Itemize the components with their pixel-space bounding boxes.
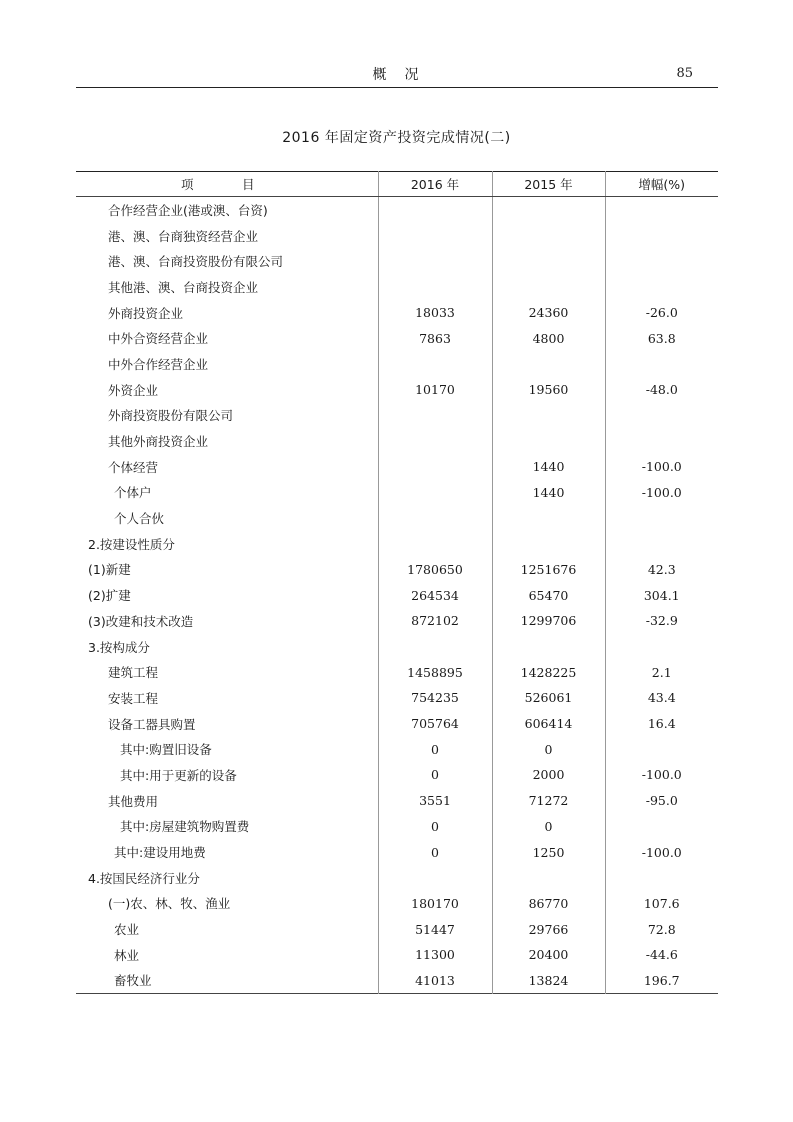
cell-2016: 10170 [378, 377, 492, 403]
cell-2016 [378, 454, 492, 480]
cell-2016: 18033 [378, 300, 492, 326]
cell-2016: 180170 [378, 891, 492, 917]
cell-growth: -100.0 [605, 762, 718, 788]
table-row [76, 916, 718, 942]
cell-2015: 1440 [492, 480, 605, 506]
cell-2016 [378, 505, 492, 531]
table-row [76, 762, 718, 788]
row-item-label: 其他外商投资企业 [108, 434, 209, 450]
row-item-label: 港、澳、台商独资经营企业 [108, 228, 259, 244]
cell-growth: 42.3 [605, 557, 718, 583]
cell-2016: 264534 [378, 582, 492, 608]
table-row [76, 197, 718, 223]
cell-2015: 86770 [492, 891, 605, 917]
cell-2015: 13824 [492, 968, 605, 994]
cell-2016 [378, 351, 492, 377]
table-row [76, 325, 718, 351]
row-item-label: 个人合伙 [114, 511, 165, 527]
table-row [76, 403, 718, 429]
cell-growth [605, 736, 718, 762]
cell-growth: 63.8 [605, 325, 718, 351]
cell-2016: 41013 [378, 968, 492, 994]
cell-2015 [492, 351, 605, 377]
cell-2015: 606414 [492, 711, 605, 737]
cell-2016: 0 [378, 736, 492, 762]
cell-2016 [378, 248, 492, 274]
cell-2016: 705764 [378, 711, 492, 737]
cell-2015: 24360 [492, 300, 605, 326]
cell-2016 [378, 531, 492, 557]
row-item-label: 建筑工程 [108, 665, 159, 681]
table-title: 2016 年固定资产投资完成情况(二) [282, 130, 511, 146]
cell-growth: -26.0 [605, 300, 718, 326]
cell-2015: 19560 [492, 377, 605, 403]
row-item-label: 外商投资股份有限公司 [108, 408, 234, 424]
investment-table [76, 171, 718, 994]
row-item-label: 其他费用 [108, 793, 159, 809]
cell-2015 [492, 197, 605, 223]
cell-2016: 0 [378, 762, 492, 788]
column-header-growth: 增幅(%) [605, 172, 718, 197]
cell-2016 [378, 480, 492, 506]
table-row [76, 968, 718, 994]
column-header-2015: 2015 年 [492, 172, 605, 197]
row-item-label: 港、澳、台商投资股份有限公司 [108, 254, 284, 270]
table-row [76, 736, 718, 762]
table-row [76, 300, 718, 326]
table-row [76, 814, 718, 840]
cell-2016: 754235 [378, 685, 492, 711]
cell-2016 [378, 274, 492, 300]
cell-growth: 43.4 [605, 685, 718, 711]
page-number: 85 [676, 66, 693, 81]
cell-growth: 2.1 [605, 659, 718, 685]
cell-growth: 72.8 [605, 916, 718, 942]
cell-2016: 7863 [378, 325, 492, 351]
cell-2015: 1250 [492, 839, 605, 865]
cell-2015: 0 [492, 814, 605, 840]
table-row [76, 659, 718, 685]
cell-growth [605, 531, 718, 557]
cell-growth: -32.9 [605, 608, 718, 634]
row-item-label: 设备工器具购置 [108, 716, 196, 732]
row-item-label: 安装工程 [108, 690, 159, 706]
table-row [76, 582, 718, 608]
row-item-label: 外资企业 [108, 382, 159, 398]
row-item-label: (1)新建 [88, 562, 131, 578]
table-row [76, 865, 718, 891]
cell-2016: 0 [378, 839, 492, 865]
cell-2015: 1428225 [492, 659, 605, 685]
cell-growth [605, 223, 718, 249]
cell-2016: 11300 [378, 942, 492, 968]
cell-2016 [378, 865, 492, 891]
row-item-label: 外商投资企业 [108, 305, 184, 321]
table-row [76, 223, 718, 249]
row-item-label: 中外合作经营企业 [108, 356, 209, 372]
table-row [76, 377, 718, 403]
table-row [76, 531, 718, 557]
cell-2015 [492, 531, 605, 557]
cell-2015: 2000 [492, 762, 605, 788]
column-header-item: 项 目 [76, 172, 378, 197]
cell-growth [605, 274, 718, 300]
cell-2016: 0 [378, 814, 492, 840]
cell-growth: -100.0 [605, 839, 718, 865]
row-item-label: 其中:用于更新的设备 [120, 767, 237, 783]
cell-2016 [378, 428, 492, 454]
row-item-label: (一)农、林、牧、渔业 [108, 896, 231, 912]
cell-2015 [492, 403, 605, 429]
cell-growth [605, 428, 718, 454]
cell-2016: 1458895 [378, 659, 492, 685]
cell-2015 [492, 505, 605, 531]
cell-2015 [492, 274, 605, 300]
running-header-title: 概 况 [372, 67, 421, 83]
row-item-label: 中外合资经营企业 [108, 331, 209, 347]
cell-2015 [492, 634, 605, 660]
cell-2015: 526061 [492, 685, 605, 711]
cell-growth [605, 814, 718, 840]
row-item-label: 其他港、澳、台商投资企业 [108, 279, 259, 295]
table-row [76, 634, 718, 660]
row-item-label: (2)扩建 [88, 588, 131, 604]
cell-growth: 304.1 [605, 582, 718, 608]
cell-2016: 51447 [378, 916, 492, 942]
cell-growth [605, 248, 718, 274]
table-header-row [76, 172, 718, 197]
cell-growth: 196.7 [605, 968, 718, 994]
row-item-label: 其中:房屋建筑物购置费 [120, 819, 250, 835]
cell-growth: -100.0 [605, 454, 718, 480]
cell-growth: -95.0 [605, 788, 718, 814]
row-item-label: 合作经营企业(港或澳、台资) [108, 202, 268, 218]
row-item-label: 其中:建设用地费 [114, 845, 206, 861]
table-row [76, 428, 718, 454]
cell-2016: 1780650 [378, 557, 492, 583]
row-item-label: 2.按建设性质分 [88, 536, 175, 552]
cell-2015: 20400 [492, 942, 605, 968]
row-item-label: 个体户 [114, 485, 152, 501]
row-item-label: (3)改建和技术改造 [88, 613, 194, 629]
cell-2015: 29766 [492, 916, 605, 942]
cell-growth: -100.0 [605, 480, 718, 506]
table-row [76, 480, 718, 506]
row-item-label: 农业 [114, 922, 140, 938]
cell-2016 [378, 197, 492, 223]
cell-2016: 872102 [378, 608, 492, 634]
cell-2016 [378, 403, 492, 429]
cell-2016: 3551 [378, 788, 492, 814]
row-item-label: 3.按构成分 [88, 639, 150, 655]
cell-2015: 1299706 [492, 608, 605, 634]
cell-2015: 71272 [492, 788, 605, 814]
table-row [76, 505, 718, 531]
cell-growth [605, 634, 718, 660]
cell-growth [605, 351, 718, 377]
table-row [76, 248, 718, 274]
cell-2015: 65470 [492, 582, 605, 608]
cell-growth [605, 403, 718, 429]
row-item-label: 其中:购置旧设备 [120, 742, 212, 758]
row-item-label: 4.按国民经济行业分 [88, 870, 200, 886]
cell-growth: 107.6 [605, 891, 718, 917]
table-row [76, 711, 718, 737]
table-body [76, 197, 718, 994]
cell-growth: -44.6 [605, 942, 718, 968]
table-row [76, 557, 718, 583]
cell-2016 [378, 223, 492, 249]
cell-growth [605, 865, 718, 891]
cell-2015: 4800 [492, 325, 605, 351]
table-row [76, 839, 718, 865]
row-item-label: 畜牧业 [114, 973, 152, 989]
cell-growth [605, 197, 718, 223]
table-row [76, 942, 718, 968]
row-item-label: 林业 [114, 947, 140, 963]
table-row [76, 351, 718, 377]
cell-2015 [492, 428, 605, 454]
cell-2015 [492, 248, 605, 274]
cell-2015: 0 [492, 736, 605, 762]
row-item-label: 个体经营 [108, 459, 159, 475]
cell-2015 [492, 223, 605, 249]
cell-growth [605, 505, 718, 531]
table-row [76, 685, 718, 711]
header-rule [76, 87, 718, 88]
table-row [76, 274, 718, 300]
table-row [76, 454, 718, 480]
cell-growth: -48.0 [605, 377, 718, 403]
cell-2015: 1251676 [492, 557, 605, 583]
cell-growth: 16.4 [605, 711, 718, 737]
cell-2015: 1440 [492, 454, 605, 480]
cell-2016 [378, 634, 492, 660]
column-header-2016: 2016 年 [378, 172, 492, 197]
cell-2015 [492, 865, 605, 891]
table-row [76, 891, 718, 917]
table-row [76, 608, 718, 634]
table-row [76, 788, 718, 814]
